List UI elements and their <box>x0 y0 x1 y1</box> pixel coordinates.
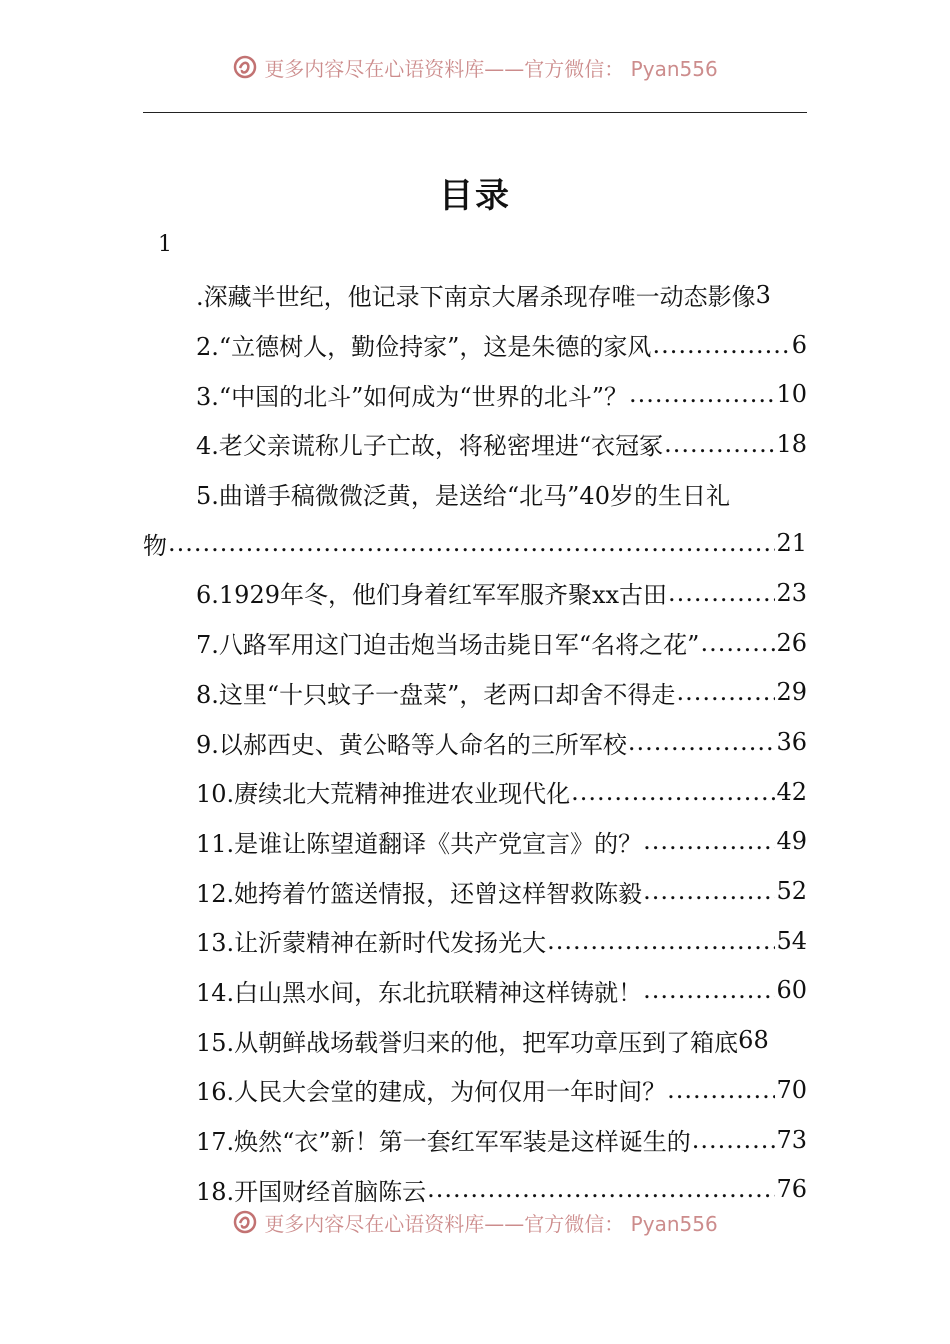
toc-entry-page: 10 <box>776 380 807 409</box>
toc-entry-page: 73 <box>776 1125 807 1154</box>
toc-leader-dots <box>676 678 775 706</box>
toc-leader-dots <box>668 579 775 607</box>
toc-leader-dots <box>547 927 775 955</box>
toc-entry-title: 8.这里“十只蚊子一盘菜”，老两口却舍不得走 <box>196 680 676 709</box>
toc-entry-title: 9.以郝西史、黄公略等人命名的三所军校 <box>196 730 627 759</box>
watermark-text: 更多内容尽在心语资料库——官方微信： Pyan556 <box>264 56 718 81</box>
toc-entry[interactable] <box>143 767 807 817</box>
toc-entry-page: 76 <box>776 1175 807 1204</box>
toc-entry[interactable] <box>143 916 807 966</box>
toc-entry-page: 26 <box>776 628 807 657</box>
toc-leader-dots <box>629 380 775 408</box>
toc-entry[interactable] <box>143 668 807 718</box>
toc-entry-page: 60 <box>776 976 807 1005</box>
toc-leader-dots <box>692 1126 776 1154</box>
toc-entry-page: 23 <box>776 578 807 607</box>
page-title: 目录 <box>439 176 511 216</box>
toc-entry[interactable] <box>143 1065 807 1115</box>
toc-entry[interactable] <box>143 1015 807 1065</box>
toc-entry-title: 2.“立德树人，勤俭持家”，这是朱德的家风 <box>196 333 652 362</box>
toc-entry-title: 14.白山黑水间，东北抗联精神这样铸就！ <box>196 978 643 1007</box>
brand-logo-icon <box>232 54 258 80</box>
toc-leader-dots <box>643 976 775 1004</box>
toc-entry-title: 18.开国财经首脑陈云 <box>196 1177 427 1206</box>
table-of-contents <box>143 270 807 1214</box>
toc-entry-title: 10.赓续北大荒精神推进农业现代化 <box>196 780 571 809</box>
toc-entry-title: 7.八路军用这门迫击炮当场击毙日军“名将之花” <box>196 631 700 660</box>
watermark-text: 更多内容尽在心语资料库——官方微信： Pyan556 <box>264 1211 718 1236</box>
toc-entry-page: 52 <box>776 877 807 906</box>
toc-entry-title: 13.让沂蒙精神在新时代发扬光大 <box>196 929 547 958</box>
toc-entry-title: 5.曲谱手稿微微泛黄，是送给“北马”40岁的生日礼 <box>196 482 730 511</box>
toc-leader-dots <box>571 778 775 806</box>
toc-entry-title: 12.她挎着竹篮送情报，还曾这样智救陈毅 <box>196 879 643 908</box>
header-rule <box>143 112 807 113</box>
toc-leader-dots <box>700 629 775 657</box>
toc-group <box>143 568 807 1214</box>
toc-entry[interactable] <box>143 717 807 767</box>
toc-group <box>143 320 807 469</box>
toc-entry-title: 17.焕然“衣”新！第一套红军军装是这样诞生的 <box>196 1128 691 1157</box>
toc-entry[interactable] <box>143 270 807 320</box>
toc-leader-dots <box>643 877 775 905</box>
toc-entry[interactable] <box>143 419 807 469</box>
toc-leader-dots <box>664 430 775 458</box>
toc-leader-dots <box>427 1175 775 1203</box>
toc-entry-page: 18 <box>776 429 807 458</box>
toc-entry-title: 11.是谁让陈望道翻译《共产党宣言》的？ <box>196 829 643 858</box>
toc-entry[interactable] <box>143 618 807 668</box>
toc-entry-title-cont: 物 <box>143 531 167 560</box>
toc-entry-page: 68 <box>738 1026 769 1055</box>
toc-entry-page: 49 <box>776 827 807 856</box>
toc-entry-page: 3 <box>755 280 771 309</box>
watermark-top <box>0 50 950 84</box>
toc-leader-dots <box>168 529 775 557</box>
toc-entry[interactable] <box>143 866 807 916</box>
toc-entry-wrapped-line1[interactable] <box>143 469 807 519</box>
brand-logo-icon <box>232 1209 258 1235</box>
toc-entry-page: 54 <box>776 926 807 955</box>
toc-entry-title: 6.1929年冬，他们身着红军军服齐聚xx古田 <box>196 581 668 610</box>
toc-entry-page: 36 <box>776 728 807 757</box>
toc-entry-page: 29 <box>776 678 807 707</box>
toc-leading-number: 1 <box>158 232 172 257</box>
watermark-bottom <box>0 1205 950 1239</box>
toc-entry[interactable] <box>143 966 807 1016</box>
toc-entry[interactable] <box>143 1115 807 1165</box>
toc-leader-dots <box>643 827 775 855</box>
toc-entry[interactable] <box>143 568 807 618</box>
toc-leader-dots <box>652 331 790 359</box>
toc-leader-dots <box>628 728 776 756</box>
toc-entry-title: 4.老父亲谎称儿子亡故，将秘密埋进“衣冠冢 <box>196 432 664 461</box>
toc-entry-title: 15.从朝鲜战场载誉归来的他，把军功章压到了箱底 <box>196 1028 739 1057</box>
toc-entry-page: 42 <box>776 777 807 806</box>
toc-entry[interactable] <box>143 320 807 370</box>
toc-entry-title: 16.人民大会堂的建成，为何仅用一年时间？ <box>196 1078 667 1107</box>
toc-entry-title: .深藏半世纪，他记录下南京大屠杀现存唯一动态影像 <box>196 283 756 312</box>
toc-leader-dots <box>667 1076 775 1104</box>
toc-entry-page: 21 <box>776 529 807 558</box>
toc-entry-page: 6 <box>791 330 807 359</box>
toc-entry-page: 70 <box>776 1075 807 1104</box>
toc-entry-title: 3.“中国的北斗”如何成为“世界的北斗”？ <box>196 382 628 411</box>
toc-entry[interactable] <box>143 369 807 419</box>
toc-entry[interactable] <box>143 817 807 867</box>
toc-entry-wrapped-line2[interactable] <box>143 518 807 568</box>
